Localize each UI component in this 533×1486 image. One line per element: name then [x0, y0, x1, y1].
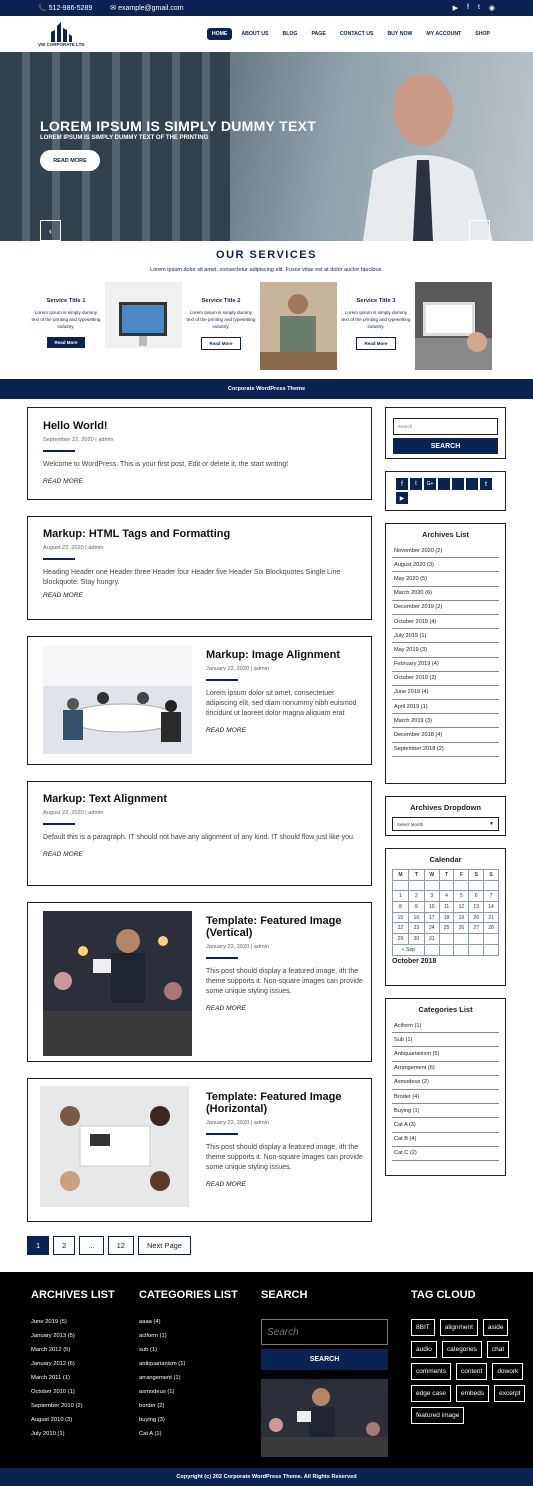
footer-archives — [31, 1289, 115, 1445]
chevron-down-icon: ▼ — [489, 821, 494, 827]
footer-tags-title: TAG CLOUD — [411, 1289, 476, 1301]
footer-category-link[interactable]: arrangement (1) — [139, 1375, 181, 1381]
tag-link[interactable]: featured image — [411, 1407, 464, 1424]
archive-link[interactable]: March 2019 (3) — [392, 714, 499, 728]
calendar-date-cell — [469, 934, 484, 945]
service-read-more-button[interactable]: Read More — [356, 337, 395, 350]
post-meta: August 22, 2020 | admin — [43, 545, 104, 551]
calendar-day-header: F — [454, 870, 469, 881]
footer-archive-link[interactable]: October 2010 (1) — [31, 1389, 75, 1395]
tag-link[interactable]: edge case — [411, 1385, 451, 1402]
tumblr-icon[interactable]: t — [480, 478, 492, 490]
footer-category-link[interactable]: asmodeus (1) — [139, 1389, 175, 1395]
service-image — [105, 282, 182, 370]
archive-link[interactable]: December 2018 (4) — [392, 728, 499, 742]
post-excerpt: This post should display a featured image, ith the theme supports it. Non-square images can provide some unique styling issues. — [206, 968, 363, 996]
calendar-date-cell — [484, 880, 499, 891]
footer-category-link[interactable]: border (2) — [139, 1403, 165, 1409]
calendar-date-cell: 20 — [469, 912, 484, 923]
categories-list — [392, 1019, 499, 1161]
calendar-date-cell: 2 — [408, 891, 424, 902]
post-card — [27, 516, 372, 620]
page-1-button[interactable]: 1 — [27, 1236, 49, 1255]
post-featured-image — [40, 1086, 189, 1207]
calendar-date-cell: 1 — [393, 891, 409, 902]
social-widget — [385, 471, 506, 511]
nav-shop[interactable]: SHOP — [475, 31, 490, 37]
post-divider — [43, 450, 75, 452]
footer-categories — [139, 1289, 238, 1445]
tag-link[interactable]: excerpt — [494, 1385, 525, 1402]
categories-title: Categories List — [418, 1005, 473, 1014]
footer-tag-cloud — [411, 1289, 526, 1424]
logo-text: VW CORPORATE LTD — [38, 41, 85, 47]
top-bar — [0, 0, 533, 16]
nav-page[interactable]: PAGE — [311, 31, 326, 37]
calendar-date-cell: 17 — [424, 912, 439, 923]
archive-link[interactable]: April 2019 (1) — [392, 700, 499, 714]
archives-title: Archives List — [421, 530, 470, 539]
tag-link[interactable]: dowork — [492, 1363, 523, 1380]
calendar-empty-cell — [484, 944, 499, 955]
hero-subtitle: LOREM IPSUM IS SIMPLY DUMMY TEXT OF THE PRINTING — [40, 135, 209, 141]
footer — [0, 1272, 533, 1468]
google-plus-icon[interactable]: G+ — [424, 478, 436, 490]
calendar-day-header: S — [469, 870, 484, 881]
post-title[interactable]: Markup: HTML Tags and Formatting — [43, 528, 231, 540]
calendar-date-cell: 11 — [439, 902, 454, 913]
calendar-date-cell — [484, 934, 499, 945]
archives-dropdown-title: Archives Dropdown — [410, 803, 481, 812]
nav-my-account[interactable]: MY ACCOUNT — [426, 31, 462, 37]
service-card — [27, 282, 105, 370]
nav-blog[interactable]: BLOG — [282, 31, 298, 37]
archives-month-select[interactable] — [392, 817, 499, 831]
calendar-header-row — [393, 870, 499, 881]
service-read-more-button[interactable]: Read More — [201, 337, 240, 350]
category-link[interactable]: Cat C (2) — [392, 1147, 499, 1161]
calendar-date-cell: 30 — [408, 934, 424, 945]
calendar-date-cell — [424, 880, 439, 891]
page-ellipsis: ... — [79, 1236, 103, 1255]
category-link[interactable]: Cat B (4) — [392, 1133, 499, 1147]
calendar-table — [392, 869, 499, 956]
calendar-week-row — [393, 944, 499, 955]
footer-archive-link[interactable]: January 2012 (6) — [31, 1361, 75, 1367]
calendar-date-cell: 29 — [393, 934, 409, 945]
rss-icon[interactable]: ◉ — [488, 5, 495, 12]
calendar-widget — [385, 848, 506, 986]
footer-search — [261, 1289, 388, 1462]
footer-category-link[interactable]: Cat A (1) — [139, 1431, 162, 1437]
calendar-month: October 2018 — [392, 957, 437, 965]
archive-link[interactable]: June 2019 (4) — [392, 686, 499, 700]
calendar-empty-cell — [469, 944, 484, 955]
sidebar — [385, 407, 506, 1188]
slider-prev-button[interactable]: ‹ — [40, 220, 61, 241]
category-link[interactable]: Sub (1) — [392, 1033, 499, 1047]
footer-archive-link[interactable]: June 2019 (5) — [31, 1319, 67, 1325]
email-contact[interactable]: ✉ example@gmail.com — [110, 5, 184, 12]
category-link[interactable]: Broder (4) — [392, 1090, 499, 1104]
post-meta: January 22, 2020 | admin — [206, 666, 270, 672]
post-title[interactable]: Template: Featured Image (Horizontal) — [206, 1091, 342, 1115]
calendar-date-cell: 6 — [469, 891, 484, 902]
archive-link[interactable]: May 2020 (5) — [392, 572, 499, 586]
footer-search-input[interactable] — [261, 1319, 388, 1345]
service-read-more-button[interactable]: Read More — [47, 337, 84, 348]
service-title: Service Title 1 — [46, 298, 86, 304]
calendar-date-cell: 18 — [439, 912, 454, 923]
services-section — [0, 241, 533, 370]
category-link[interactable]: Buying (1) — [392, 1104, 499, 1118]
computer-image — [105, 282, 182, 370]
post-card — [27, 407, 372, 500]
archive-link[interactable]: August 2020 (3) — [392, 558, 499, 572]
hero-title: LOREM IPSUM IS SIMPLY DUMMY TEXT — [40, 118, 317, 134]
hero-person-image — [333, 70, 503, 241]
post-meta: January 22, 2020 | admin — [206, 944, 270, 950]
calendar-date-cell: 3 — [424, 891, 439, 902]
calendar-week-row — [393, 891, 499, 902]
footer-search-title: SEARCH — [261, 1289, 308, 1301]
phone-contact[interactable]: 📞 512-986-5289 — [38, 5, 93, 12]
calendar-title: Calendar — [429, 855, 462, 864]
instagram-icon[interactable] — [438, 478, 450, 490]
footer-category-link[interactable]: aaaa (4) — [139, 1319, 161, 1325]
post-meta: January 22, 2020 | admin — [206, 1120, 270, 1126]
calendar-date-cell — [439, 880, 454, 891]
footer-archive-link[interactable]: August 2010 (3) — [31, 1417, 73, 1423]
calendar-date-cell: 15 — [393, 912, 409, 923]
archives-dropdown-widget — [385, 796, 506, 836]
archives-list — [392, 544, 499, 757]
service-title: Service Title 2 — [201, 298, 241, 304]
category-link[interactable]: Arrangement (6) — [392, 1062, 499, 1076]
post-divider — [206, 1133, 238, 1135]
calendar-empty-cell — [454, 944, 469, 955]
category-link[interactable]: Aciform (1) — [392, 1019, 499, 1033]
footer-image — [261, 1379, 388, 1457]
footer-archives-title: ARCHIVES LIST — [31, 1289, 115, 1301]
archive-link[interactable]: September 2018 (2) — [392, 743, 499, 757]
archive-link[interactable]: November 2020 (2) — [392, 544, 499, 558]
logo-icon — [48, 22, 74, 42]
footer-category-link[interactable]: buying (3) — [139, 1417, 165, 1423]
service-text: Lorem Ipsum is simply dummy text of the printing and typesetting industry. — [341, 310, 411, 329]
post-read-more-link[interactable]: READ MORE — [206, 1181, 246, 1189]
post-divider — [43, 823, 75, 825]
calendar-date-cell — [408, 880, 424, 891]
calendar-day-header: S — [484, 870, 499, 881]
calendar-date-cell: 10 — [424, 902, 439, 913]
youtube-icon[interactable]: ▶ — [396, 492, 408, 504]
sidebar-search-input[interactable] — [393, 418, 498, 435]
post-card — [27, 902, 372, 1062]
service-title: Service Title 3 — [356, 298, 396, 304]
calendar-date-cell: 22 — [393, 923, 409, 934]
footer-search-button[interactable]: SEARCH — [261, 1349, 388, 1370]
post-read-more-link[interactable]: READ MORE — [206, 727, 246, 735]
twitter-icon[interactable]: t — [477, 4, 480, 11]
tag-link[interactable]: embeds — [456, 1385, 489, 1402]
calendar-empty-cell — [424, 944, 439, 955]
calendar-date-cell: 31 — [424, 934, 439, 945]
post-excerpt: Welcome to WordPress. This is your first post, Edit or delete it, the start writing! — [43, 461, 289, 468]
calendar-date-cell: 27 — [469, 923, 484, 934]
footer-categories-title: CATEGORIES LIST — [139, 1289, 238, 1301]
service-card — [337, 282, 415, 370]
calendar-date-cell — [454, 934, 469, 945]
nav-buy-now[interactable]: BUY NOW — [387, 31, 413, 37]
linkedin-icon[interactable] — [452, 478, 464, 490]
sidebar-search-button[interactable]: SEARCH — [393, 438, 498, 454]
service-image — [415, 282, 492, 370]
twitter-icon[interactable]: t — [410, 478, 422, 490]
post-title[interactable]: Markup: Text Alignment — [43, 793, 168, 805]
post-card — [27, 781, 372, 886]
archive-link[interactable]: July 2019 (1) — [392, 629, 499, 643]
tag-link[interactable]: alignment — [440, 1319, 478, 1336]
calendar-date-cell: 24 — [424, 923, 439, 934]
post-card — [27, 1078, 372, 1222]
tag-link[interactable]: chat — [487, 1341, 509, 1358]
page-12-button[interactable]: 12 — [108, 1236, 134, 1255]
archive-link[interactable]: February 2019 (4) — [392, 658, 499, 672]
archive-link[interactable]: May 2019 (3) — [392, 643, 499, 657]
footer-archive-link[interactable]: September 2010 (2) — [31, 1403, 83, 1409]
post-meta: September 22, 2020 | admin — [43, 437, 114, 443]
post-read-more-link[interactable]: READ MORE — [43, 478, 83, 486]
email-text: example@gmail.com — [118, 5, 184, 12]
select-month-value: Select Month — [397, 821, 424, 827]
page-2-button[interactable]: 2 — [53, 1236, 75, 1255]
footer-archive-link[interactable]: January 2013 (5) — [31, 1333, 75, 1339]
slider-next-button[interactable]: › — [469, 220, 490, 241]
meeting-image — [260, 282, 337, 370]
theme-strip: Corporate WordPress Theme — [0, 379, 533, 399]
calendar-week-row — [393, 934, 499, 945]
hero-background — [0, 52, 230, 241]
post-meta: August 22, 2020 | admin — [43, 810, 104, 816]
calendar-date-cell: 23 — [408, 923, 424, 934]
services-heading: OUR SERVICES — [216, 249, 317, 261]
calendar-empty-cell — [439, 944, 454, 955]
post-featured-image — [43, 911, 192, 1056]
calendar-prev-month-link[interactable]: « Sep — [393, 944, 425, 955]
calendar-day-header: W — [424, 870, 439, 881]
post-excerpt: This post should display a featured image, ith the theme supports it. Non-square images can provide some unique styling issues. — [206, 1144, 363, 1172]
footer-archive-link[interactable]: July 2010 (1) — [31, 1431, 65, 1437]
calendar-week-row — [393, 912, 499, 923]
calendar-week-row — [393, 880, 499, 891]
hero-read-more-button[interactable]: READ MORE — [40, 150, 100, 171]
post-divider — [43, 558, 75, 560]
services-row — [27, 282, 493, 370]
youtube-icon[interactable]: ▶ — [452, 5, 458, 12]
post-read-more-link[interactable]: READ MORE — [206, 1005, 246, 1013]
calendar-date-cell: 28 — [484, 923, 499, 934]
categories-widget — [385, 998, 506, 1176]
pinterest-icon[interactable] — [466, 478, 478, 490]
post-divider — [206, 679, 238, 681]
search-widget — [385, 407, 506, 459]
laptop-image — [415, 282, 492, 370]
phone-text: 512-986-5289 — [48, 5, 93, 12]
calendar-week-row — [393, 902, 499, 913]
nav-contact-us[interactable]: CONTACT US — [339, 31, 374, 37]
post-excerpt: Lorem ipsum dolor sit amet, consectetuer adipiscing elit, sed diam nonummy nibh euismod tincidunt ut laoreet dolor magna aliquam erat — [206, 690, 357, 718]
tag-link[interactable]: 8BIT — [411, 1319, 435, 1336]
archive-link[interactable]: December 2019 (2) — [392, 601, 499, 615]
pagination — [27, 1236, 191, 1255]
post-excerpt: Heading Header one Header three Header four Header five Header Six Blockquotes Single Line blockquote: Stay hungry. — [43, 569, 341, 587]
service-image — [260, 282, 337, 370]
calendar-day-header: T — [439, 870, 454, 881]
service-text: Lorem Ipsum is simply dummy text of the printing and typesetting industry. — [186, 310, 256, 329]
category-link[interactable]: Cat A (3) — [392, 1118, 499, 1132]
facebook-icon[interactable]: f — [396, 478, 408, 490]
calendar-week-row — [393, 923, 499, 934]
calendar-day-header: T — [408, 870, 424, 881]
archive-link[interactable]: March 2020 (6) — [392, 587, 499, 601]
nav-about-us[interactable]: ABOUT US — [241, 31, 269, 37]
calendar-date-cell — [393, 880, 409, 891]
facebook-icon[interactable]: f — [466, 4, 469, 11]
main-menu — [207, 28, 495, 40]
tag-link[interactable]: categories — [442, 1341, 482, 1358]
footer-category-link[interactable]: sub (1) — [139, 1347, 158, 1353]
calendar-date-cell: 21 — [484, 912, 499, 923]
tag-link[interactable]: content — [456, 1363, 487, 1380]
footer-archive-link[interactable]: March 2012 (5) — [31, 1347, 71, 1353]
services-tagline: Lorem ipsum dolor sit amet, consectetur adipiscing elit. Fusce vitae est at dolor auctor faucibus. — [150, 267, 383, 273]
main-header — [0, 16, 533, 52]
calendar-date-cell: 26 — [454, 923, 469, 934]
post-title[interactable]: Markup: Image Alignment — [206, 649, 341, 661]
post-divider — [206, 957, 238, 959]
next-page-button[interactable]: Next Page — [138, 1236, 191, 1255]
footer-category-link[interactable]: antiquarianism (1) — [139, 1361, 186, 1367]
post-read-more-link[interactable]: READ MORE — [43, 592, 83, 600]
calendar-date-cell: 19 — [454, 912, 469, 923]
copyright: Copyright (c) 202 Corporate WordPress Theme. All Rights Reserved — [0, 1468, 533, 1486]
calendar-date-cell — [469, 880, 484, 891]
calendar-date-cell: 25 — [439, 923, 454, 934]
post-featured-image — [43, 646, 192, 754]
calendar-date-cell — [439, 934, 454, 945]
hero-slider — [0, 52, 533, 241]
site-logo[interactable] — [38, 22, 85, 47]
tag-link[interactable]: audio — [411, 1341, 437, 1358]
service-card — [182, 282, 260, 370]
footer-category-link[interactable]: aciform (1) — [139, 1333, 167, 1339]
post-title[interactable]: Hello World! — [43, 420, 108, 432]
tag-link[interactable]: comments — [411, 1363, 451, 1380]
calendar-date-cell: 16 — [408, 912, 424, 923]
calendar-date-cell — [454, 880, 469, 891]
calendar-date-cell: 9 — [408, 902, 424, 913]
calendar-date-cell: 7 — [484, 891, 499, 902]
calendar-date-cell: 12 — [454, 902, 469, 913]
footer-archive-link[interactable]: March 2011 (1) — [31, 1375, 70, 1381]
calendar-date-cell: 14 — [484, 902, 499, 913]
post-read-more-link[interactable]: READ MORE — [43, 851, 83, 859]
calendar-day-header: M — [393, 870, 409, 881]
category-link[interactable]: Asmodeus (2) — [392, 1076, 499, 1090]
service-text: Lorem Ipsum is simply dummy text of the printing and typesetting industry. — [31, 310, 101, 329]
post-excerpt: Default this is a paragraph. IT should not have any alignment of any kind. IT should flow just like you. — [43, 834, 355, 841]
archive-link[interactable]: October 2019 (4) — [392, 615, 499, 629]
post-title[interactable]: Template: Featured Image (Vertical) — [206, 915, 342, 939]
post-list — [27, 407, 372, 1238]
archive-link[interactable]: October 2019 (2) — [392, 672, 499, 686]
tag-link[interactable]: aside — [483, 1319, 509, 1336]
calendar-date-cell: 4 — [439, 891, 454, 902]
calendar-date-cell: 13 — [469, 902, 484, 913]
archives-widget — [385, 523, 506, 784]
calendar-date-cell: 8 — [393, 902, 409, 913]
category-link[interactable]: Antiquarianism (5) — [392, 1047, 499, 1061]
calendar-date-cell: 5 — [454, 891, 469, 902]
nav-home[interactable]: HOME — [207, 28, 233, 40]
post-card — [27, 636, 372, 765]
